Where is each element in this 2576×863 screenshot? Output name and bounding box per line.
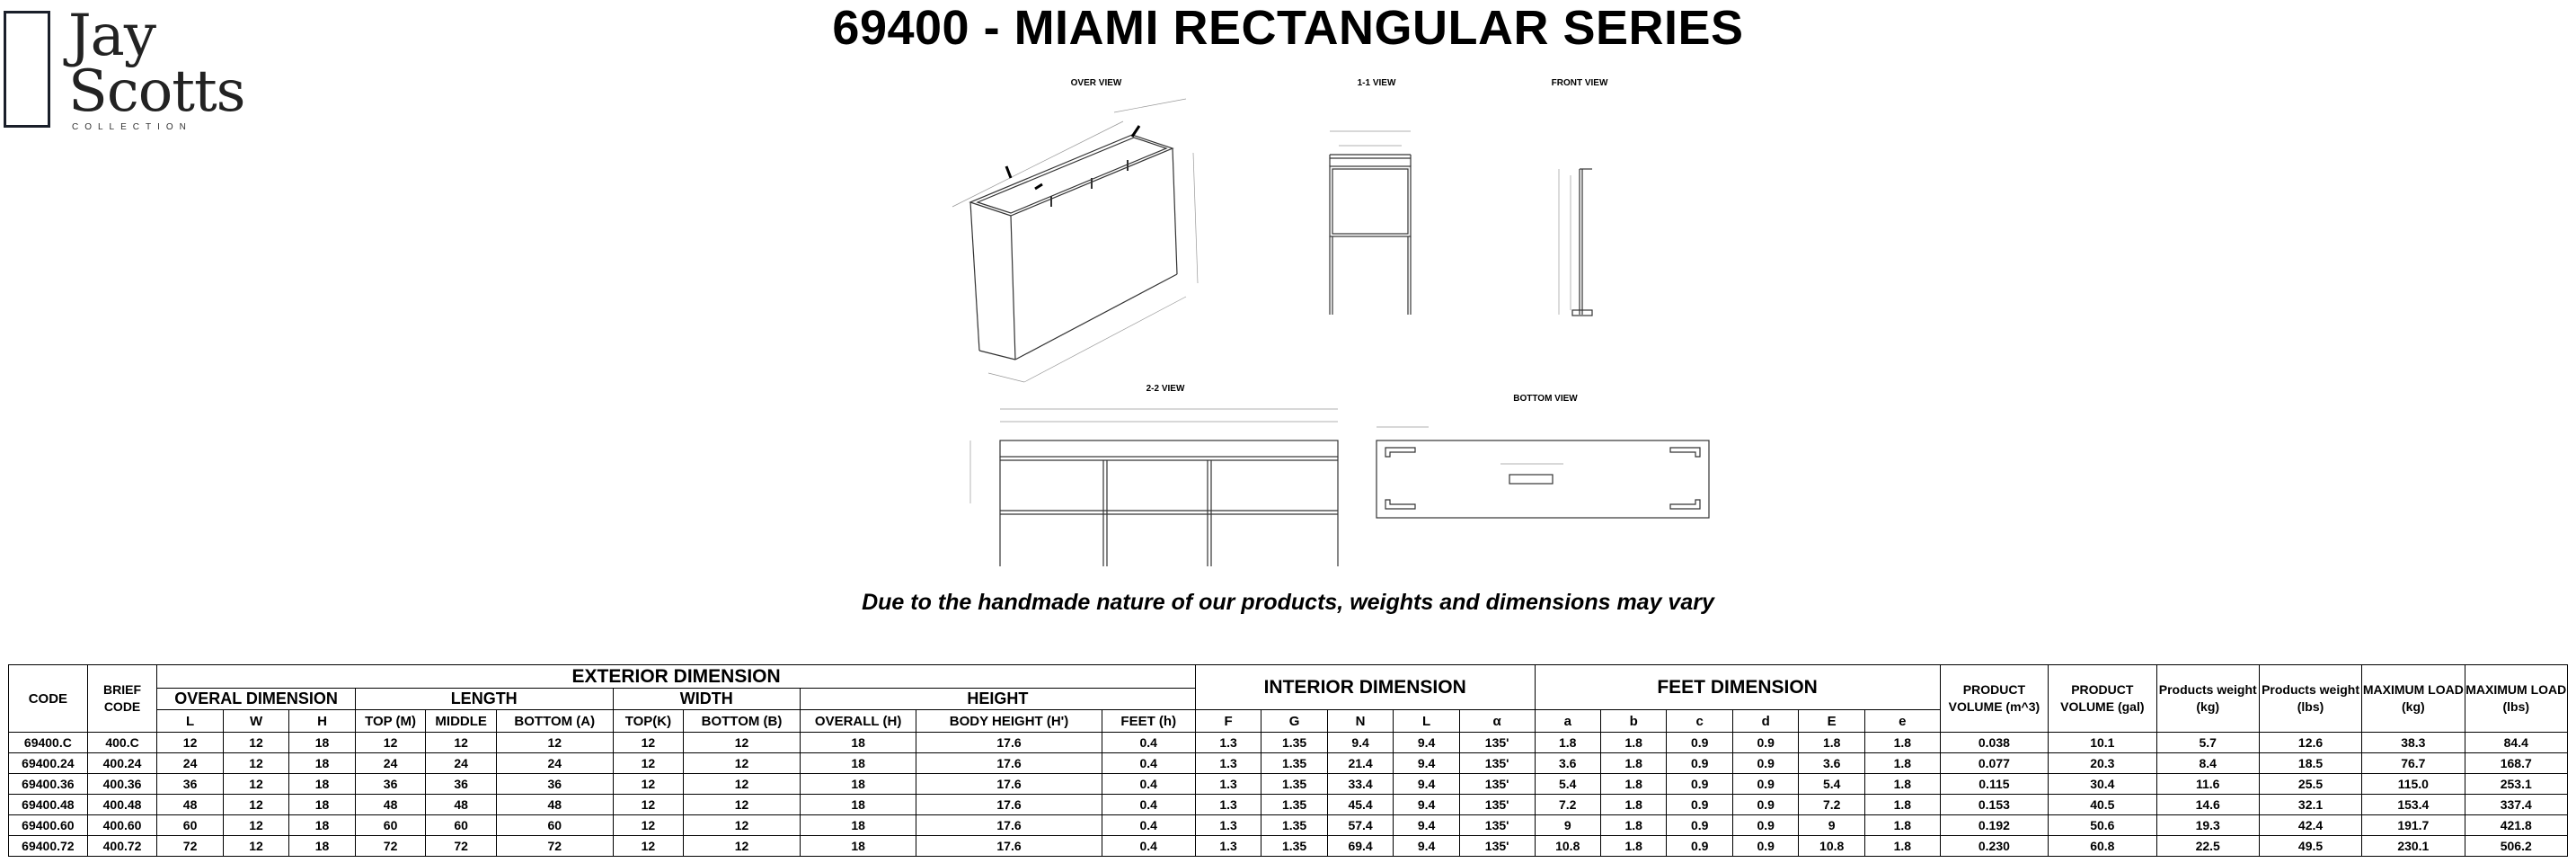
col-brief-code: BRIEF CODE bbox=[87, 665, 157, 733]
table-cell: 72 bbox=[355, 836, 426, 857]
page-title: 69400 - MIAMI RECTANGULAR SERIES bbox=[832, 1, 1744, 55]
table-cell: 0.4 bbox=[1102, 836, 1195, 857]
table-cell: 0.9 bbox=[1732, 815, 1798, 836]
table-cell: 17.6 bbox=[916, 795, 1102, 815]
table-cell: 18 bbox=[289, 733, 355, 753]
table-cell: 1.8 bbox=[1864, 815, 1940, 836]
table-cell: 0.4 bbox=[1102, 774, 1195, 795]
table-cell: 60 bbox=[426, 815, 497, 836]
table-cell: 12 bbox=[684, 795, 801, 815]
table-cell: 36 bbox=[426, 774, 497, 795]
table-cell: 1.3 bbox=[1195, 836, 1261, 857]
table-cell: 36 bbox=[496, 774, 613, 795]
table-cell: 12 bbox=[613, 733, 684, 753]
table-cell: 0.4 bbox=[1102, 815, 1195, 836]
table-cell: 20.3 bbox=[2049, 753, 2156, 774]
table-row bbox=[9, 733, 2568, 753]
sub-header-cell: E bbox=[1799, 710, 1864, 733]
table-cell: 10.8 bbox=[1535, 836, 1600, 857]
table-cell: 0.038 bbox=[1940, 733, 2048, 753]
table-cell: 60 bbox=[157, 815, 223, 836]
table-cell: 12 bbox=[684, 733, 801, 753]
table-cell: 12 bbox=[613, 815, 684, 836]
table-cell: 3.6 bbox=[1799, 753, 1864, 774]
table-cell: 0.9 bbox=[1732, 733, 1798, 753]
table-cell: 24 bbox=[355, 753, 426, 774]
sub-header-cell: FEET (h) bbox=[1102, 710, 1195, 733]
table-cell: 1.8 bbox=[1864, 836, 1940, 857]
sub-header-cell: OVERALL (H) bbox=[800, 710, 916, 733]
table-cell: 48 bbox=[355, 795, 426, 815]
sub-header-cell: BODY HEIGHT (H') bbox=[916, 710, 1102, 733]
col-code: CODE bbox=[9, 665, 88, 733]
table-cell: 9 bbox=[1799, 815, 1864, 836]
table-cell: 9.4 bbox=[1394, 836, 1459, 857]
table-cell: 135' bbox=[1459, 753, 1535, 774]
table-cell: 18 bbox=[289, 753, 355, 774]
front-view-label: FRONT VIEW bbox=[1551, 78, 1608, 88]
sub-header-cell: MIDDLE bbox=[426, 710, 497, 733]
drawings-svg bbox=[854, 72, 1752, 575]
sub-header-cell: d bbox=[1732, 710, 1798, 733]
table-cell: 400.24 bbox=[87, 753, 157, 774]
table-cell: 0.4 bbox=[1102, 733, 1195, 753]
table-cell: 84.4 bbox=[2465, 733, 2568, 753]
group-length: LENGTH bbox=[355, 689, 613, 710]
table-cell: 12 bbox=[355, 733, 426, 753]
table-cell: 1.35 bbox=[1261, 733, 1327, 753]
over-view-drawing bbox=[952, 99, 1198, 382]
table-cell: 10.1 bbox=[2049, 733, 2156, 753]
table-cell: 24 bbox=[496, 753, 613, 774]
table-cell: 1.8 bbox=[1600, 795, 1666, 815]
sub-header-cell: L bbox=[157, 710, 223, 733]
table-cell: 1.8 bbox=[1600, 733, 1666, 753]
table-cell: 1.35 bbox=[1261, 774, 1327, 795]
over-view-label: OVER VIEW bbox=[1070, 78, 1122, 88]
table-cell: 12 bbox=[223, 774, 288, 795]
table-cell: 0.077 bbox=[1940, 753, 2048, 774]
table-cell: 18 bbox=[800, 774, 916, 795]
table-cell: 8.4 bbox=[2156, 753, 2259, 774]
table-cell: 12 bbox=[426, 733, 497, 753]
table-cell: 18 bbox=[800, 815, 916, 836]
sub-header-cell: TOP (M) bbox=[355, 710, 426, 733]
table-cell: 60 bbox=[496, 815, 613, 836]
table-cell: 337.4 bbox=[2465, 795, 2568, 815]
table-cell: 30.4 bbox=[2049, 774, 2156, 795]
table-row bbox=[9, 795, 2568, 815]
table-cell: 135' bbox=[1459, 774, 1535, 795]
table-cell: 9.4 bbox=[1394, 733, 1459, 753]
table-cell: 48 bbox=[426, 795, 497, 815]
table-cell: 17.6 bbox=[916, 836, 1102, 857]
table-cell: 36 bbox=[157, 774, 223, 795]
table-cell: 5.4 bbox=[1799, 774, 1864, 795]
sub-header-cell: c bbox=[1667, 710, 1732, 733]
table-cell: 1.35 bbox=[1261, 795, 1327, 815]
table-cell: 1.3 bbox=[1195, 795, 1261, 815]
table-cell: 33.4 bbox=[1327, 774, 1393, 795]
table-cell: 45.4 bbox=[1327, 795, 1393, 815]
sub-header-cell: F bbox=[1195, 710, 1261, 733]
sub-header-cell: TOP(K) bbox=[613, 710, 684, 733]
sub-header-cell: BOTTOM (B) bbox=[684, 710, 801, 733]
table-cell: 0.9 bbox=[1732, 753, 1798, 774]
table-cell: 135' bbox=[1459, 815, 1535, 836]
table-cell: 49.5 bbox=[2259, 836, 2361, 857]
table-cell: 9.4 bbox=[1394, 774, 1459, 795]
table-cell: 9.4 bbox=[1394, 815, 1459, 836]
table-cell: 12 bbox=[684, 836, 801, 857]
table-cell: 230.1 bbox=[2362, 836, 2465, 857]
sub-header-cell: L bbox=[1394, 710, 1459, 733]
table-cell: 60.8 bbox=[2049, 836, 2156, 857]
sub-header-cell: G bbox=[1261, 710, 1327, 733]
table-cell: 50.6 bbox=[2049, 815, 2156, 836]
view-1-1-label: 1-1 VIEW bbox=[1357, 78, 1396, 88]
table-cell: 72 bbox=[496, 836, 613, 857]
table-cell: 69400.C bbox=[9, 733, 88, 753]
table-cell: 7.2 bbox=[1799, 795, 1864, 815]
table-cell: 1.3 bbox=[1195, 753, 1261, 774]
sub-header-cell: H bbox=[289, 710, 355, 733]
table-cell: 5.7 bbox=[2156, 733, 2259, 753]
col-max-load-kg: MAXIMUM LOAD (kg) bbox=[2362, 665, 2465, 733]
table-cell: 69400.72 bbox=[9, 836, 88, 857]
view-1-1-drawing bbox=[1330, 131, 1411, 315]
table-cell: 1.8 bbox=[1535, 733, 1600, 753]
table-cell: 42.4 bbox=[2259, 815, 2361, 836]
table-row bbox=[9, 753, 2568, 774]
table-cell: 1.35 bbox=[1261, 836, 1327, 857]
group-feet: FEET DIMENSION bbox=[1535, 665, 1940, 710]
table-cell: 1.8 bbox=[1600, 753, 1666, 774]
table-cell: 12 bbox=[613, 836, 684, 857]
logo-line-1: Jay bbox=[68, 3, 155, 69]
table-cell: 0.4 bbox=[1102, 795, 1195, 815]
table-cell: 506.2 bbox=[2465, 836, 2568, 857]
view-2-2-label: 2-2 VIEW bbox=[1146, 384, 1185, 394]
group-exterior: EXTERIOR DIMENSION bbox=[157, 665, 1196, 689]
table-cell: 400.48 bbox=[87, 795, 157, 815]
table-cell: 1.8 bbox=[1600, 815, 1666, 836]
table-cell: 69400.36 bbox=[9, 774, 88, 795]
table-cell: 1.3 bbox=[1195, 733, 1261, 753]
table-cell: 421.8 bbox=[2465, 815, 2568, 836]
table-cell: 12 bbox=[223, 795, 288, 815]
table-cell: 12 bbox=[684, 774, 801, 795]
table-cell: 1.8 bbox=[1864, 753, 1940, 774]
table-cell: 48 bbox=[496, 795, 613, 815]
table-cell: 1.8 bbox=[1600, 774, 1666, 795]
table-cell: 38.3 bbox=[2362, 733, 2465, 753]
table-cell: 57.4 bbox=[1327, 815, 1393, 836]
table-cell: 9.4 bbox=[1394, 753, 1459, 774]
table-cell: 1.8 bbox=[1799, 733, 1864, 753]
table-cell: 0.9 bbox=[1667, 836, 1732, 857]
table-cell: 0.9 bbox=[1667, 753, 1732, 774]
table-cell: 17.6 bbox=[916, 815, 1102, 836]
sub-header-cell: BOTTOM (A) bbox=[496, 710, 613, 733]
sub-header-cell: b bbox=[1600, 710, 1666, 733]
group-interior: INTERIOR DIMENSION bbox=[1195, 665, 1535, 710]
front-view-drawing bbox=[1559, 169, 1592, 316]
table-cell: 18 bbox=[800, 836, 916, 857]
table-cell: 168.7 bbox=[2465, 753, 2568, 774]
table-cell: 12 bbox=[613, 795, 684, 815]
table-cell: 253.1 bbox=[2465, 774, 2568, 795]
group-height: HEIGHT bbox=[800, 689, 1195, 710]
table-cell: 12 bbox=[223, 836, 288, 857]
table-cell: 18.5 bbox=[2259, 753, 2361, 774]
table-cell: 0.9 bbox=[1732, 795, 1798, 815]
table-cell: 24 bbox=[426, 753, 497, 774]
group-width: WIDTH bbox=[613, 689, 800, 710]
table-cell: 115.0 bbox=[2362, 774, 2465, 795]
col-max-load-lbs: MAXIMUM LOAD (lbs) bbox=[2465, 665, 2568, 733]
table-cell: 12 bbox=[223, 815, 288, 836]
table-cell: 1.3 bbox=[1195, 815, 1261, 836]
sub-header-cell: W bbox=[223, 710, 288, 733]
table-cell: 60 bbox=[355, 815, 426, 836]
table-cell: 0.230 bbox=[1940, 836, 2048, 857]
table-cell: 7.2 bbox=[1535, 795, 1600, 815]
table-cell: 11.6 bbox=[2156, 774, 2259, 795]
table-cell: 69400.24 bbox=[9, 753, 88, 774]
table-cell: 76.7 bbox=[2362, 753, 2465, 774]
table-row bbox=[9, 836, 2568, 857]
disclaimer-text: Due to the handmade nature of our products, weights and dimensions may vary bbox=[862, 590, 1714, 615]
table-cell: 1.35 bbox=[1261, 815, 1327, 836]
col-weight-kg: Products weight (kg) bbox=[2156, 665, 2259, 733]
table-cell: 14.6 bbox=[2156, 795, 2259, 815]
bottom-view-drawing bbox=[1377, 427, 1709, 518]
table-cell: 12 bbox=[223, 733, 288, 753]
table-cell: 0.9 bbox=[1667, 795, 1732, 815]
table-cell: 12 bbox=[613, 753, 684, 774]
table-cell: 0.9 bbox=[1732, 836, 1798, 857]
view-2-2-drawing bbox=[970, 409, 1338, 566]
table-cell: 9.4 bbox=[1327, 733, 1393, 753]
table-cell: 22.5 bbox=[2156, 836, 2259, 857]
table-cell: 18 bbox=[289, 795, 355, 815]
table-cell: 12 bbox=[157, 733, 223, 753]
table-cell: 12 bbox=[223, 753, 288, 774]
table-row bbox=[9, 774, 2568, 795]
table-cell: 191.7 bbox=[2362, 815, 2465, 836]
table-cell: 69400.60 bbox=[9, 815, 88, 836]
table-cell: 36 bbox=[355, 774, 426, 795]
table-cell: 400.60 bbox=[87, 815, 157, 836]
table-cell: 48 bbox=[157, 795, 223, 815]
table-cell: 135' bbox=[1459, 733, 1535, 753]
table-cell: 0.9 bbox=[1667, 733, 1732, 753]
col-weight-lbs: Products weight (lbs) bbox=[2259, 665, 2361, 733]
table-cell: 0.153 bbox=[1940, 795, 2048, 815]
logo-line-2: Scotts bbox=[68, 58, 245, 125]
table-cell: 12 bbox=[684, 753, 801, 774]
table-cell: 72 bbox=[426, 836, 497, 857]
sub-header-cell: N bbox=[1327, 710, 1393, 733]
table-cell: 0.192 bbox=[1940, 815, 2048, 836]
bottom-view-label: BOTTOM VIEW bbox=[1513, 394, 1578, 404]
table-cell: 21.4 bbox=[1327, 753, 1393, 774]
table-cell: 5.4 bbox=[1535, 774, 1600, 795]
table-cell: 18 bbox=[800, 733, 916, 753]
specification-table bbox=[8, 664, 2568, 857]
table-cell: 18 bbox=[800, 753, 916, 774]
table-cell: 12 bbox=[613, 774, 684, 795]
sub-header-cell: α bbox=[1459, 710, 1535, 733]
table-cell: 72 bbox=[157, 836, 223, 857]
table-cell: 1.3 bbox=[1195, 774, 1261, 795]
table-cell: 400.72 bbox=[87, 836, 157, 857]
table-cell: 1.8 bbox=[1864, 733, 1940, 753]
table-cell: 9.4 bbox=[1394, 795, 1459, 815]
table-cell: 3.6 bbox=[1535, 753, 1600, 774]
table-cell: 25.5 bbox=[2259, 774, 2361, 795]
table-cell: 1.8 bbox=[1864, 774, 1940, 795]
table-cell: 12 bbox=[496, 733, 613, 753]
table-cell: 9 bbox=[1535, 815, 1600, 836]
table-cell: 0.9 bbox=[1667, 774, 1732, 795]
table-cell: 1.35 bbox=[1261, 753, 1327, 774]
table-cell: 10.8 bbox=[1799, 836, 1864, 857]
table-cell: 0.115 bbox=[1940, 774, 2048, 795]
sub-header-cell: a bbox=[1535, 710, 1600, 733]
table-cell: 1.8 bbox=[1600, 836, 1666, 857]
group-overal: OVERAL DIMENSION bbox=[157, 689, 355, 710]
table-cell: 0.4 bbox=[1102, 753, 1195, 774]
table-cell: 69400.48 bbox=[9, 795, 88, 815]
col-product-volume-gal: PRODUCT VOLUME (gal) bbox=[2049, 665, 2156, 733]
table-cell: 400.C bbox=[87, 733, 157, 753]
table-cell: 18 bbox=[289, 836, 355, 857]
technical-drawings bbox=[854, 72, 1752, 575]
table-cell: 17.6 bbox=[916, 753, 1102, 774]
sub-header-cell: e bbox=[1864, 710, 1940, 733]
table-cell: 135' bbox=[1459, 795, 1535, 815]
table-cell: 1.8 bbox=[1864, 795, 1940, 815]
logo-line-3: COLLECTION bbox=[72, 122, 192, 132]
table-cell: 153.4 bbox=[2362, 795, 2465, 815]
table-row bbox=[9, 815, 2568, 836]
table-cell: 18 bbox=[800, 795, 916, 815]
table-body bbox=[9, 733, 2568, 857]
table-cell: 18 bbox=[289, 774, 355, 795]
table-cell: 32.1 bbox=[2259, 795, 2361, 815]
table-cell: 24 bbox=[157, 753, 223, 774]
table-cell: 12 bbox=[684, 815, 801, 836]
table-cell: 69.4 bbox=[1327, 836, 1393, 857]
table-cell: 18 bbox=[289, 815, 355, 836]
table-cell: 0.9 bbox=[1667, 815, 1732, 836]
table-cell: 135' bbox=[1459, 836, 1535, 857]
table-cell: 400.36 bbox=[87, 774, 157, 795]
table-cell: 19.3 bbox=[2156, 815, 2259, 836]
table-cell: 17.6 bbox=[916, 733, 1102, 753]
table-cell: 40.5 bbox=[2049, 795, 2156, 815]
col-product-volume-m3: PRODUCT VOLUME (m^3) bbox=[1940, 665, 2048, 733]
table-cell: 12.6 bbox=[2259, 733, 2361, 753]
table-cell: 17.6 bbox=[916, 774, 1102, 795]
table-cell: 0.9 bbox=[1732, 774, 1798, 795]
